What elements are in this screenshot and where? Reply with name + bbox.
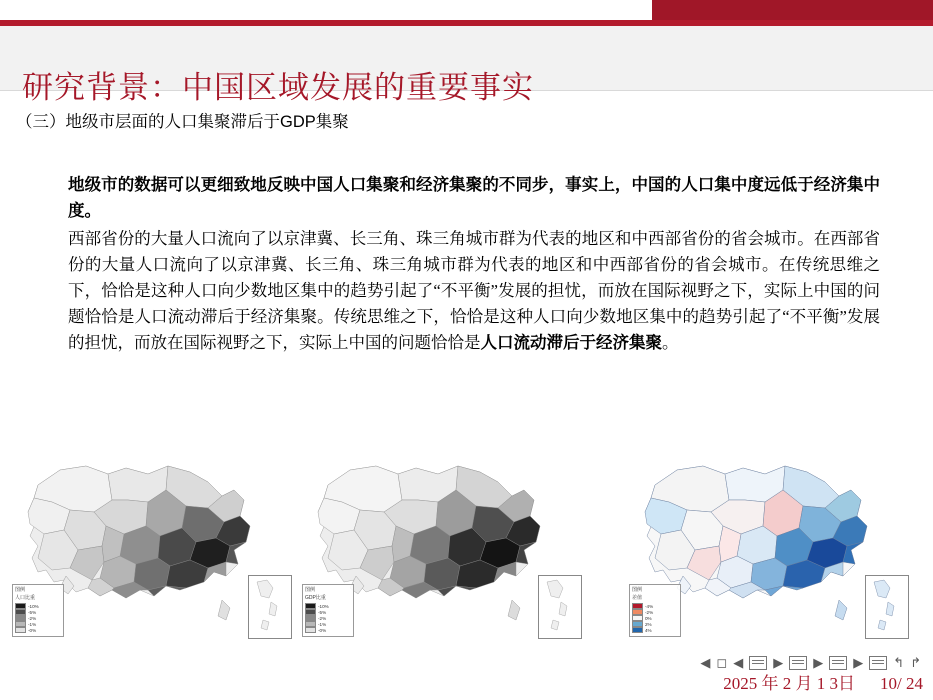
back-icon[interactable]: ↰	[893, 655, 905, 671]
legend-label: -5%	[28, 609, 37, 615]
body-paragraph-1-end: 。	[662, 333, 679, 352]
inset-map-south-sea	[248, 575, 292, 639]
prev-slide-icon[interactable]: ◀	[733, 655, 744, 671]
legend-label: 4%	[645, 627, 652, 633]
legend-item	[305, 627, 351, 633]
legend-label: 0%	[645, 615, 652, 621]
legend-swatch	[305, 627, 316, 633]
body-text	[68, 172, 880, 358]
legend-label: -2%	[28, 615, 37, 621]
legend-title: 图例	[632, 587, 643, 593]
next-section-icon[interactable]: ▶	[813, 655, 824, 671]
figures-row	[0, 430, 933, 655]
footer-page-number: 10/ 24	[880, 674, 923, 693]
footer-date: 2025 年 2 月 1 3日	[723, 674, 855, 693]
inset-map-canvas	[539, 576, 581, 638]
first-slide-icon[interactable]: ◀	[700, 655, 711, 671]
body-paragraph-1-text: 西部省份的大量人口流向了以京津冀、长三角、珠三角城市群为代表的地区和中西部省份的省会城市。在西部省份的大量人口流向了以京津冀、长三角、珠三角城市群为代表的地区和中西部省份的省会城市。在传统思维之下，恰恰是这种人口向少数地区集中的趋势引起了“不平衡”发展的担忧，而放在国际视野之下，实际上中国的问题恰恰是人口流动滞后于经济集聚。传统思维之下，恰恰是这种人口向少数地区集中的趋势引起了“不平衡”发展的担忧，而放在国际视野之下，实际上中国的问题恰恰是	[68, 229, 880, 352]
legend-label: -10%	[28, 603, 39, 609]
legend-title: 图例	[305, 587, 316, 593]
legend-gap	[629, 584, 681, 637]
legend-item	[632, 627, 678, 633]
legend-label: -4%	[645, 603, 654, 609]
legend-label: -0%	[28, 627, 37, 633]
top-bar-left	[0, 0, 652, 20]
section-subtitle: （三）地级市层面的人口集聚滞后于GDP集聚	[16, 113, 349, 131]
figure-population-share	[8, 430, 298, 645]
top-bar-accent	[652, 0, 933, 20]
legend-subtitle: 差值	[632, 595, 643, 601]
inset-map-canvas	[866, 576, 908, 638]
title-area	[0, 26, 933, 105]
slide-navigation-bar	[0, 648, 933, 670]
legend-swatch	[15, 627, 26, 633]
inset-map-south-sea	[865, 575, 909, 639]
end-icon[interactable]: ▶	[853, 655, 864, 671]
last-section-icon[interactable]	[829, 656, 847, 670]
legend-item	[15, 627, 61, 633]
legend-gdp-share	[302, 584, 354, 637]
legend-label: -2%	[645, 609, 654, 615]
body-paragraph-1-emphasis: 人口流动滞后于经济集聚	[480, 333, 662, 352]
next-frame-icon[interactable]	[789, 656, 807, 670]
legend-population-share	[12, 584, 64, 637]
doc-icon[interactable]	[869, 656, 887, 670]
nav-button-group	[700, 656, 921, 670]
legend-label: -5%	[318, 609, 327, 615]
legend-label: 2%	[645, 621, 652, 627]
page-title: 研究背景：中国区域发展的重要事实	[22, 70, 534, 105]
prev-frame-icon[interactable]: ◻	[716, 655, 728, 671]
top-bar	[0, 0, 933, 20]
legend-label: -1%	[318, 621, 327, 627]
prev-section-icon[interactable]	[749, 656, 767, 670]
body-lead: 地级市的数据可以更细致地反映中国人口集聚和经济集聚的不同步，事实上，中国的人口集中度远低于经济集中度。	[68, 175, 880, 220]
forward-icon[interactable]: ↱	[910, 655, 921, 671]
legend-swatch	[632, 627, 643, 633]
slide-footer	[0, 672, 933, 698]
legend-label: -2%	[318, 615, 327, 621]
legend-subtitle: 人口比重	[15, 595, 36, 601]
next-slide-icon[interactable]: ▶	[773, 655, 784, 671]
inset-map-south-sea	[538, 575, 582, 639]
figure-gap-population-gdp	[625, 430, 915, 645]
legend-subtitle: GDP比重	[305, 595, 326, 601]
figure-gdp-share	[298, 430, 588, 645]
legend-label: -10%	[318, 603, 329, 609]
inset-map-canvas	[249, 576, 291, 638]
legend-title: 图例	[15, 587, 26, 593]
body-paragraph-1	[68, 226, 880, 356]
legend-label: -1%	[28, 621, 37, 627]
legend-label: -0%	[318, 627, 327, 633]
